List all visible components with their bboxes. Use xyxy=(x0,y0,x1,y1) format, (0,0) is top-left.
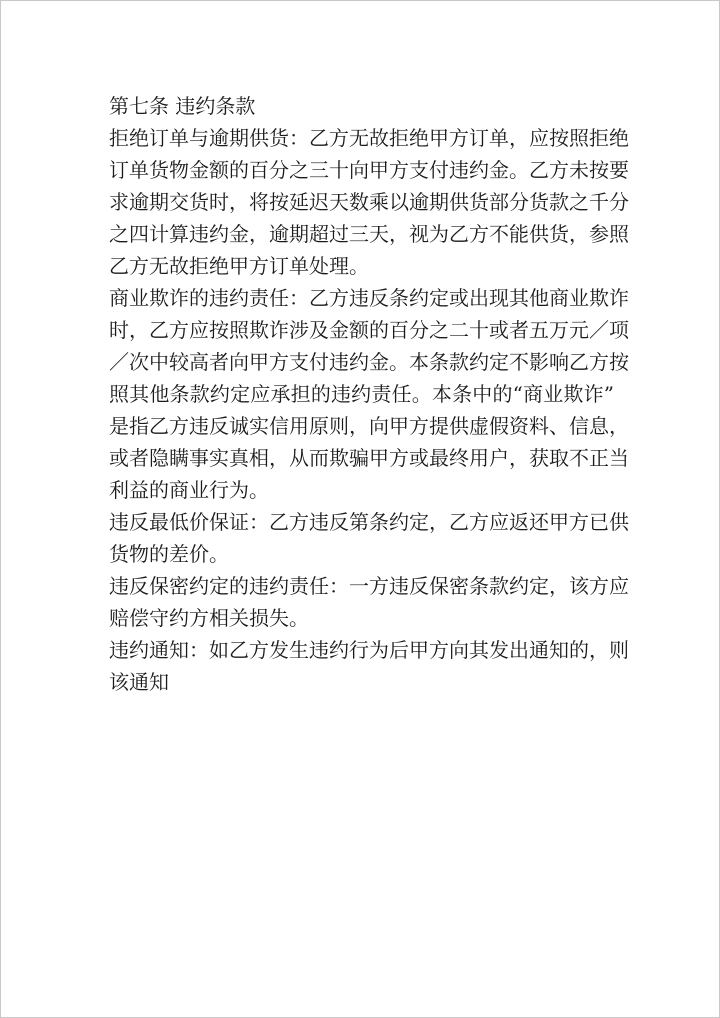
paragraph-line: 该通知 xyxy=(109,670,169,694)
paragraph-line: 或者隐瞒事实真相，从而欺骗甲方或最终用户，获取不正当 xyxy=(109,446,629,470)
paragraph-line: 拒绝订单与逾期供货：乙方无故拒绝甲方订单，应按照拒绝 xyxy=(109,126,629,150)
paragraph-line: 订单货物金额的百分之三十向甲方支付违约金。乙方未按要 xyxy=(109,158,629,182)
paragraph-line: 之四计算违约金，逾期超过三天，视为乙方不能供货，参照 xyxy=(109,222,629,246)
paragraph-line: ／次中较高者向甲方支付违约金。本条款约定不影响乙方按 xyxy=(109,350,629,374)
paragraph-line: 商业欺诈的违约责任：乙方违反条约定或出现其他商业欺诈 xyxy=(109,286,629,310)
paragraph-line: 违反最低价保证：乙方违反第条约定，乙方应返还甲方已供 xyxy=(109,510,629,534)
document-body xyxy=(109,90,629,698)
paragraph-line: 利益的商业行为。 xyxy=(109,478,269,502)
paragraph-line: 货物的差价。 xyxy=(109,542,229,566)
paragraph-line: 违约通知：如乙方发生违约行为后甲方向其发出通知的，则 xyxy=(109,638,629,662)
paragraph-line: 赔偿守约方相关损失。 xyxy=(109,606,309,630)
paragraph-line: 时，乙方应按照欺诈涉及金额的百分之二十或者五万元／项 xyxy=(109,318,629,342)
section-heading: 第七条 违约条款 xyxy=(109,94,256,118)
paragraph-line: 照其他条款约定应承担的违约责任。本条中的“商业欺诈” xyxy=(109,382,614,406)
paragraph-line: 求逾期交货时，将按延迟天数乘以逾期供货部分货款之千分 xyxy=(109,190,629,214)
paragraph-line: 是指乙方违反诚实信用原则，向甲方提供虚假资料、信息， xyxy=(109,414,629,438)
paragraph-line: 乙方无故拒绝甲方订单处理。 xyxy=(109,254,369,278)
paragraph-line: 违反保密约定的违约责任：一方违反保密条款约定，该方应 xyxy=(109,574,629,598)
